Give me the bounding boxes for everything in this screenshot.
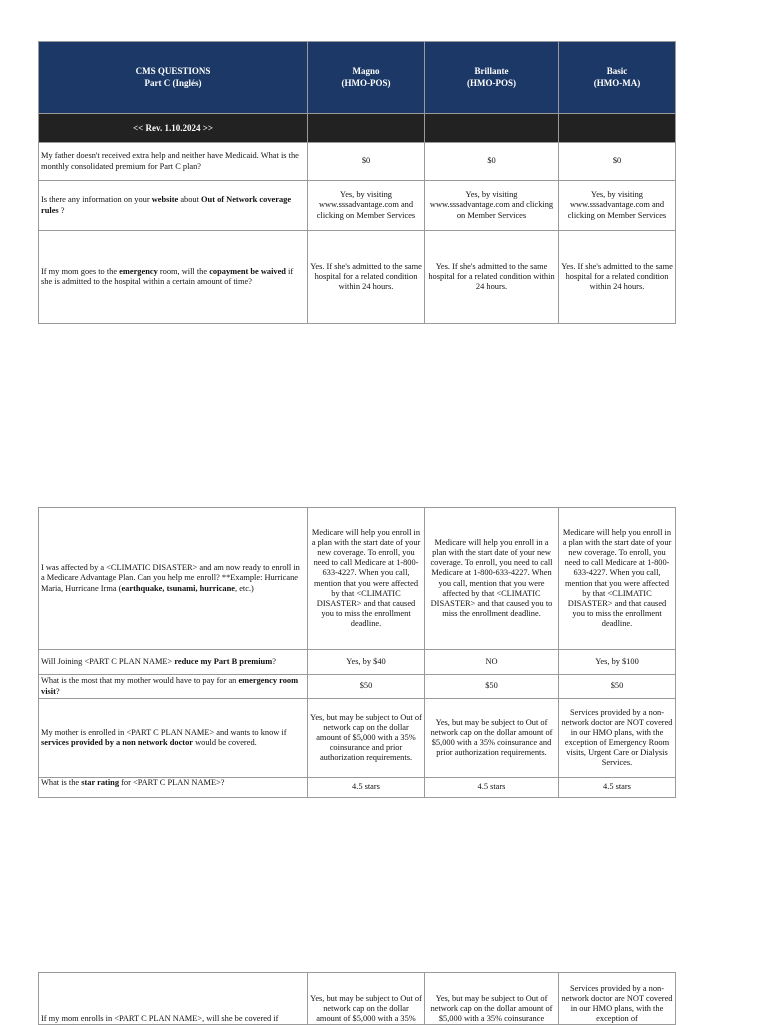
plan-type: (HMO-MA) xyxy=(593,77,641,88)
question-emphasis: website xyxy=(151,195,179,205)
question-cell: If my mom enrolls in <PART C PLAN NAME>, will she be covered if xyxy=(39,973,308,1025)
answer-brillante: Yes. If she's admitted to the same hospital for a related condition within 24 hours. xyxy=(425,231,559,324)
answer-magno: Yes, by $40 xyxy=(308,650,425,675)
answer-brillante: 4.5 stars xyxy=(425,778,559,798)
answer-magno: Yes. If she's admitted to the same hospital for a related condition within 24 hours. xyxy=(308,231,425,324)
answer-brillante: $50 xyxy=(425,675,559,699)
question-text: room, will the xyxy=(157,266,210,276)
question-cell: My father doesn't received extra help and neither have Medicaid. What is the monthly consolidated premium for Part C plan? xyxy=(39,143,308,181)
question-text: about xyxy=(178,195,202,205)
answer-basic: 4.5 stars xyxy=(559,778,676,798)
answer-brillante: NO xyxy=(425,650,559,675)
answer-brillante: Medicare will help you enroll in a plan with the start date of your new coverage. To enroll, you need to call Medicare at 1-800-633-4227. When you call, mention that you were affected by that <CLIMATIC DISASTER> and that caused you to miss the enrollment deadline. xyxy=(425,508,559,650)
answer-brillante: $0 xyxy=(425,143,559,181)
table-row xyxy=(39,231,676,324)
question-text: , etc.) xyxy=(235,583,254,593)
answer-brillante: Yes, by visiting www.sssadvantage.com and clicking on Member Services xyxy=(425,181,559,231)
cms-questions-table-1 xyxy=(38,41,676,324)
plan-name: Magno xyxy=(352,66,380,77)
header-title: CMS QUESTIONS xyxy=(135,66,211,77)
table-row xyxy=(39,973,676,1025)
answer-brillante: Yes, but may be subject to Out of network cap on the dollar amount of $5,000 with a 35% coinsurance xyxy=(425,973,559,1025)
answer-magno: $0 xyxy=(308,143,425,181)
table-row xyxy=(39,143,676,181)
question-cell xyxy=(39,650,308,675)
plan-type: (HMO-POS) xyxy=(341,77,391,88)
question-emphasis: star rating xyxy=(81,778,120,787)
answer-basic: Yes, by $100 xyxy=(559,650,676,675)
plan-type: (HMO-POS) xyxy=(467,77,516,88)
answer-basic: Medicare will help you enroll in a plan with the start date of your new coverage. To enroll, you need to call Medicare at 1-800-633-4227. When you call, mention that you were affected by that <CLIMATIC DISASTER> and that caused you to miss the enrollment deadline. xyxy=(559,508,676,650)
answer-basic: Services provided by a non-network doctor are NOT covered in our HMO plans, with the exception of Emergency Room visits, Urgent Care or Dialysis Services. xyxy=(559,699,676,778)
cms-questions-table-3 xyxy=(38,972,676,1025)
table-row xyxy=(39,778,676,798)
table-row xyxy=(39,699,676,778)
question-cell xyxy=(39,675,308,699)
question-cell xyxy=(39,699,308,778)
answer-magno: Yes, but may be subject to Out of network cap on the dollar amount of $5,000 with a 35% xyxy=(308,973,425,1025)
question-cell xyxy=(39,181,308,231)
revision-row xyxy=(39,114,676,143)
question-text: Is there any information on your xyxy=(41,195,152,205)
question-emphasis: emergency room visit xyxy=(41,676,299,696)
question-emphasis: copayment be waived xyxy=(209,266,286,276)
question-emphasis: earthquake, tsunami, hurricane xyxy=(121,583,235,593)
answer-magno: 4.5 stars xyxy=(308,778,425,798)
question-text: would be covered. xyxy=(193,738,257,747)
revision-blank xyxy=(559,114,676,143)
table-row xyxy=(39,675,676,699)
question-text: What is the most that my mother would have to pay for an xyxy=(41,676,239,686)
question-emphasis: services provided by a non network doctor xyxy=(41,738,193,747)
table-row xyxy=(39,650,676,675)
answer-magno: Yes, but may be subject to Out of network cap on the dollar amount of $5,000 with a 35% coinsurance and prior authorization requirements. xyxy=(308,699,425,778)
answer-magno: Yes, by visiting www.sssadvantage.com and clicking on Member Services xyxy=(308,181,425,231)
question-cell xyxy=(39,508,308,650)
header-plan-basic xyxy=(559,42,676,114)
answer-basic: Services provided by a non-network doctor are NOT covered in our HMO plans, with the exception of xyxy=(559,973,676,1025)
question-cell xyxy=(39,778,308,798)
question-cell xyxy=(39,231,308,324)
question-text: What is the xyxy=(41,778,82,787)
header-subtitle: Part C (Inglés) xyxy=(144,77,202,88)
answer-basic: $0 xyxy=(559,143,676,181)
revision-blank xyxy=(308,114,425,143)
header-plan-brillante xyxy=(425,42,559,114)
header-title-cell xyxy=(39,42,308,114)
question-text: Will Joining <PART C PLAN NAME> xyxy=(41,656,175,666)
answer-magno: Medicare will help you enroll in a plan with the start date of your new coverage. To enroll, you need to call Medicare at 1-800-633-4227. When you call, mention that you were affected by that <CLIMATIC DISASTER> and that caused you to miss the enrollment deadline. xyxy=(308,508,425,650)
question-emphasis: emergency xyxy=(119,266,158,276)
question-text: ? xyxy=(58,205,65,215)
question-text: ? xyxy=(272,656,276,666)
plan-name: Basic xyxy=(606,66,628,77)
answer-magno: $50 xyxy=(308,675,425,699)
revision-label: << Rev. 1.10.2024 >> xyxy=(39,114,308,143)
revision-blank xyxy=(425,114,559,143)
header-row xyxy=(39,42,676,114)
answer-basic: Yes. If she's admitted to the same hospital for a related condition within 24 hours. xyxy=(559,231,676,324)
answer-basic: Yes, by visiting www.sssadvantage.com and clicking on Member Services xyxy=(559,181,676,231)
question-emphasis: reduce my Part B premium xyxy=(174,656,273,666)
question-text: If my mom goes to the xyxy=(41,266,120,276)
question-text: for <PART C PLAN NAME>? xyxy=(119,778,225,787)
question-text: I was affected by a <CLIMATIC DISASTER> and am now ready to enroll in a Medicare Advantage Plan. Can you help me enroll? **Example: Hurricane Maria, Hurricane Irma ( xyxy=(41,563,300,593)
question-text: ? xyxy=(55,686,60,696)
header-plan-magno xyxy=(308,42,425,114)
question-text: if she is admitted to the hospital within a certain amount of time? xyxy=(41,266,294,286)
table-row xyxy=(39,181,676,231)
cms-questions-table-2 xyxy=(38,507,676,798)
plan-name: Brillante xyxy=(474,66,509,77)
question-emphasis: Out of Network coverage rules xyxy=(41,195,292,215)
table-row xyxy=(39,508,676,650)
answer-basic: $50 xyxy=(559,675,676,699)
question-text: My mother is enrolled in <PART C PLAN NAME> and wants to know if xyxy=(41,727,287,737)
answer-brillante: Yes, but may be subject to Out of network cap on the dollar amount of $5,000 with a 35% coinsurance and prior authorization requirements. xyxy=(425,699,559,778)
